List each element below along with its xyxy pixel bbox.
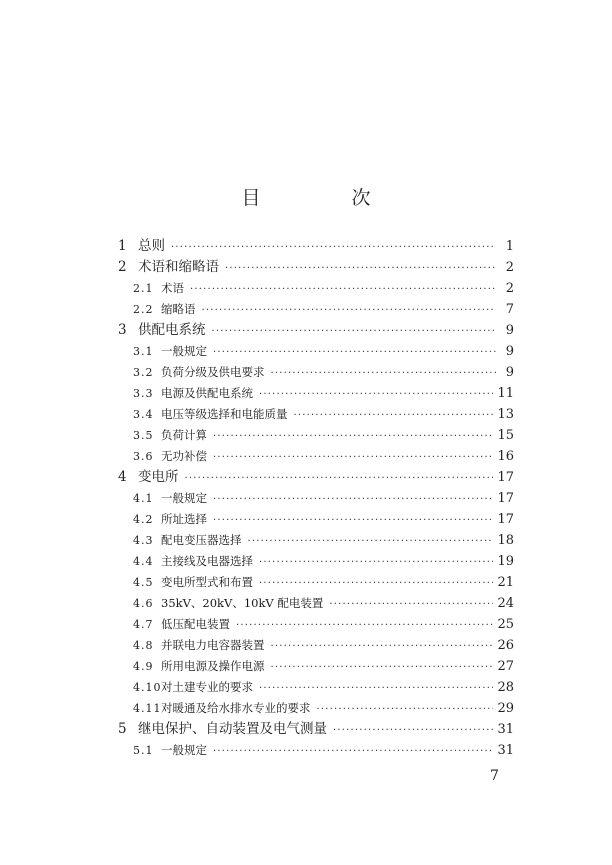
toc-entry-number: 4.9 (133, 660, 154, 673)
toc-entry-page: 26 (497, 638, 514, 653)
toc-entry-number: 3.3 (133, 387, 154, 400)
toc-entry-page: 1 (505, 239, 514, 254)
toc-entry-title: 供配电系统 (138, 322, 206, 338)
toc-leader-dots (213, 489, 493, 510)
toc-entry-number: 4.8 (133, 639, 154, 652)
toc-leader-dots (259, 573, 493, 594)
toc-entry[interactable] (118, 236, 514, 257)
toc-entry-number: 4.7 (133, 618, 154, 631)
toc-entry[interactable] (118, 509, 514, 530)
toc-entry-page: 16 (497, 449, 514, 464)
toc-leader-dots (213, 447, 493, 468)
toc-entry[interactable] (118, 383, 514, 404)
toc-entry-title: 总则 (138, 238, 165, 254)
toc-entry-number: 3.2 (133, 366, 154, 379)
toc-list (118, 236, 514, 761)
toc-leader-dots (225, 258, 496, 279)
toc-entry-number: 2.2 (133, 303, 154, 316)
toc-entry-number: 5 (118, 721, 127, 737)
toc-entry-title: 负荷计算 (161, 428, 207, 442)
toc-leader-dots (271, 363, 497, 384)
toc-entry[interactable] (118, 278, 514, 299)
toc-entry-number: 1 (118, 238, 127, 254)
toc-leader-dots (171, 237, 496, 258)
toc-entry-title: 电源及供配电系统 (161, 386, 253, 400)
toc-entry-title: 继电保护、自动装置及电气测量 (138, 721, 327, 737)
toc-entry[interactable] (118, 446, 514, 467)
toc-entry-page: 9 (505, 344, 514, 359)
toc-entry[interactable] (118, 740, 514, 761)
toc-entry[interactable] (118, 551, 514, 572)
toc-entry-title: 术语和缩略语 (138, 259, 219, 275)
toc-entry-number: 3.5 (133, 429, 154, 442)
toc-entry-number: 4.4 (133, 555, 154, 568)
toc-leader-dots (248, 531, 494, 552)
toc-entry[interactable] (118, 593, 514, 614)
toc-entry-number: 4.11 (133, 702, 162, 715)
toc-entry-number: 3.4 (133, 408, 154, 421)
toc-entry[interactable] (118, 320, 514, 341)
toc-entry-number: 4.3 (133, 534, 154, 547)
toc-entry-title: 配电变压器选择 (161, 533, 242, 547)
toc-entry-page: 9 (505, 323, 514, 338)
toc-entry-page: 2 (505, 281, 514, 296)
toc-entry-title: 对暖通及给水排水专业的要求 (161, 701, 311, 715)
toc-entry-page: 7 (505, 302, 514, 317)
toc-entry-title: 对土建专业的要求 (161, 680, 253, 694)
toc-entry-title: 缩略语 (161, 302, 196, 316)
toc-title: 目 次 (241, 187, 407, 209)
toc-entry[interactable] (118, 404, 514, 425)
toc-entry-title: 35kV、20kV、10kV 配电装置 (161, 596, 324, 610)
toc-entry-page: 2 (505, 260, 514, 275)
toc-entry[interactable] (118, 341, 514, 362)
toc-entry-number: 3.6 (133, 450, 154, 463)
toc-entry-title: 并联电力电容器装置 (161, 638, 265, 652)
toc-entry-page: 18 (497, 533, 514, 548)
toc-entry-title: 所用电源及操作电源 (161, 659, 265, 673)
toc-entry-number: 2.1 (133, 282, 154, 295)
toc-entry[interactable] (118, 299, 514, 320)
toc-leader-dots (294, 405, 494, 426)
toc-entry-title: 主接线及电器选择 (161, 554, 253, 568)
toc-entry-number: 4.2 (133, 513, 154, 526)
toc-entry-page: 27 (497, 659, 514, 674)
toc-entry-title: 术语 (161, 281, 184, 295)
toc-entry-number: 4 (118, 469, 127, 485)
toc-leader-dots (317, 699, 494, 720)
toc-entry-page: 15 (497, 428, 514, 443)
toc-entry-title: 无功补偿 (161, 449, 207, 463)
toc-entry-page: 17 (497, 491, 514, 506)
toc-entry[interactable] (118, 677, 514, 698)
toc-entry-title: 电压等级选择和电能质量 (161, 407, 288, 421)
toc-entry-number: 4.1 (133, 492, 154, 505)
toc-entry-number: 4.5 (133, 576, 154, 589)
toc-entry[interactable] (118, 572, 514, 593)
toc-entry-page: 9 (505, 365, 514, 380)
toc-leader-dots (259, 384, 493, 405)
toc-entry[interactable] (118, 530, 514, 551)
toc-leader-dots (190, 279, 496, 300)
page-number: 7 (490, 768, 499, 784)
toc-entry[interactable] (118, 635, 514, 656)
toc-entry-page: 17 (497, 512, 514, 527)
toc-entry-number: 3 (118, 322, 127, 338)
toc-entry[interactable] (118, 719, 514, 740)
toc-leader-dots (213, 426, 493, 447)
toc-entry[interactable] (118, 698, 514, 719)
toc-entry-page: 25 (497, 617, 514, 632)
toc-entry[interactable] (118, 257, 514, 278)
toc-entry[interactable] (118, 362, 514, 383)
toc-entry-page: 19 (497, 554, 514, 569)
toc-entry[interactable] (118, 425, 514, 446)
toc-entry-title: 一般规定 (161, 344, 207, 358)
toc-entry[interactable] (118, 488, 514, 509)
toc-entry-page: 21 (497, 575, 514, 590)
toc-leader-dots (259, 552, 493, 573)
toc-leader-dots (271, 636, 494, 657)
toc-entry-page: 11 (497, 386, 514, 401)
toc-entry-page: 31 (497, 722, 514, 737)
toc-entry-title: 变电所型式和布置 (161, 575, 253, 589)
toc-leader-dots (333, 720, 493, 741)
toc-entry-page: 28 (497, 680, 514, 695)
toc-leader-dots (236, 615, 493, 636)
toc-entry-title: 所址选择 (161, 512, 207, 526)
toc-entry-title: 负荷分级及供电要求 (161, 365, 265, 379)
toc-leader-dots (202, 300, 497, 321)
toc-leader-dots (185, 468, 494, 489)
toc-entry-title: 变电所 (138, 469, 179, 485)
toc-entry-title: 一般规定 (161, 491, 207, 505)
toc-entry-number: 3.1 (133, 345, 154, 358)
toc-entry-page: 31 (497, 743, 514, 758)
toc-entry-number: 2 (118, 259, 127, 275)
toc-leader-dots (212, 321, 497, 342)
toc-entry[interactable] (118, 614, 514, 635)
toc-entry-page: 29 (497, 701, 514, 716)
toc-entry-page: 13 (497, 407, 514, 422)
toc-entry-page: 17 (497, 470, 514, 485)
toc-leader-dots (213, 741, 493, 762)
toc-leader-dots (213, 342, 496, 363)
toc-entry-number: 4.6 (133, 597, 154, 610)
toc-entry[interactable] (118, 656, 514, 677)
toc-leader-dots (213, 510, 493, 531)
toc-entry-title: 低压配电装置 (161, 617, 230, 631)
toc-entry-title: 一般规定 (161, 743, 207, 757)
toc-leader-dots (259, 678, 493, 699)
toc-leader-dots (271, 657, 494, 678)
toc-entry[interactable] (118, 467, 514, 488)
toc-entry-number: 4.10 (133, 681, 162, 694)
toc-leader-dots (329, 594, 493, 615)
toc-entry-page: 24 (497, 596, 514, 611)
toc-entry-number: 5.1 (133, 744, 154, 757)
